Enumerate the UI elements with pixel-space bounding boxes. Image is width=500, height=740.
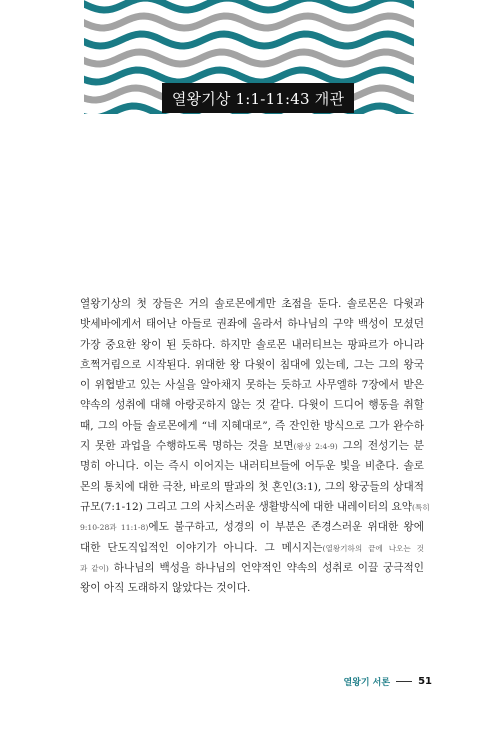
body-text-run: 명히 아니다. 이는 즉시 이어지는 내러티브들에 어두운 빛을 비춘다. 솔로: [80, 460, 424, 473]
body-line: [80, 538, 424, 558]
body-text-run: 지 못한 과업을 수행하도록 명하는 것을 보면: [80, 440, 294, 453]
body-text-run: 흐쩍거림으로 시작된다. 위대한 왕 다윗이 침대에 있는데, 그는 그의 왕국: [80, 358, 424, 371]
body-text-run: 규모(7:1-12) 그리고 그의 사치스러운 생활방식에 대한 내레이터의 요약: [80, 500, 413, 513]
body-line: [80, 395, 424, 415]
body-text-run: 때, 그의 아들 솔로몬에게 “네 지혜대로”, 즉 잔인한 방식으로 그가 완수하: [80, 419, 424, 432]
body-line: [80, 436, 424, 456]
wave-band: [84, 34, 414, 46]
wave-band: [84, 16, 414, 28]
body-line: [80, 355, 424, 375]
body-line: [80, 497, 430, 517]
wave-band: [84, 70, 414, 82]
footer-section-title: 열왕기 서론: [343, 678, 391, 688]
aside-note: (열왕기하의 끝에 나오는 것: [322, 543, 424, 553]
page-footer: [343, 675, 432, 688]
body-line: [80, 294, 424, 314]
body-text-run: 이 위협받고 있는 사실을 알아채지 못하는 듯하고 사무엘하 7장에서 받은: [80, 379, 424, 392]
body-text-run: 하나님의 백성을 하나님의 언약적인 약속의 성취로 이끌 궁극적인: [108, 561, 424, 574]
body-line: [80, 314, 424, 334]
page-number: 51: [418, 676, 432, 687]
body-text-run: 밧세바에게서 태어난 아들로 권좌에 올라서 하나님의 구약 백성이 모셨던: [80, 318, 424, 331]
body-text-run: 약속의 성취에 대해 아랑곳하지 않는 것 같다. 다윗이 드디어 행동을 취할: [80, 399, 424, 412]
body-text-run: 몬의 통치에 대한 극찬, 바로의 딸과의 첫 혼인(3:1), 그의 왕궁들의 상대적: [80, 480, 424, 493]
body-line: [80, 517, 424, 537]
body-line: [80, 375, 424, 395]
scripture-reference: (특히: [412, 502, 430, 512]
aside-note: 과 같이): [80, 563, 109, 573]
body-line: [80, 477, 424, 497]
body-line: [80, 416, 424, 436]
wave-band: [84, 0, 414, 10]
body-paragraph: [80, 294, 430, 598]
body-text-run: 왕이 아직 도래하지 않았다는 것이다.: [80, 582, 251, 595]
body-text-run: 가장 중요한 왕이 된 듯하다. 하지만 솔로몬 내러티브는 팡파르가 아니라: [80, 338, 424, 351]
body-text-run: 에도 불구하고, 성경의 이 부분은 존경스러운 위대한 왕에: [148, 521, 424, 534]
body-line: [80, 335, 424, 355]
body-text-run: 열왕기상의 첫 장들은 거의 솔로몬에게만 초점을 둔다. 솔로몬은 다윗과: [80, 298, 424, 310]
chapter-title-box: [162, 83, 354, 113]
chapter-title: 열왕기상 1:1-11:43 개관: [171, 89, 345, 108]
body-text-run: 대한 단도직입적인 이야기가 아니다. 그 메시지는: [80, 541, 323, 554]
body-line: [80, 578, 424, 598]
wave-band: [84, 52, 414, 64]
scripture-reference: 9:10-28과 11:1-8): [80, 523, 149, 533]
body-text-run: 그의 전성기는 분: [337, 440, 424, 453]
footer-divider: [396, 681, 412, 682]
body-line: [80, 456, 424, 476]
scripture-reference: (왕상 2:4-9): [293, 442, 338, 452]
body-line: [80, 558, 424, 578]
